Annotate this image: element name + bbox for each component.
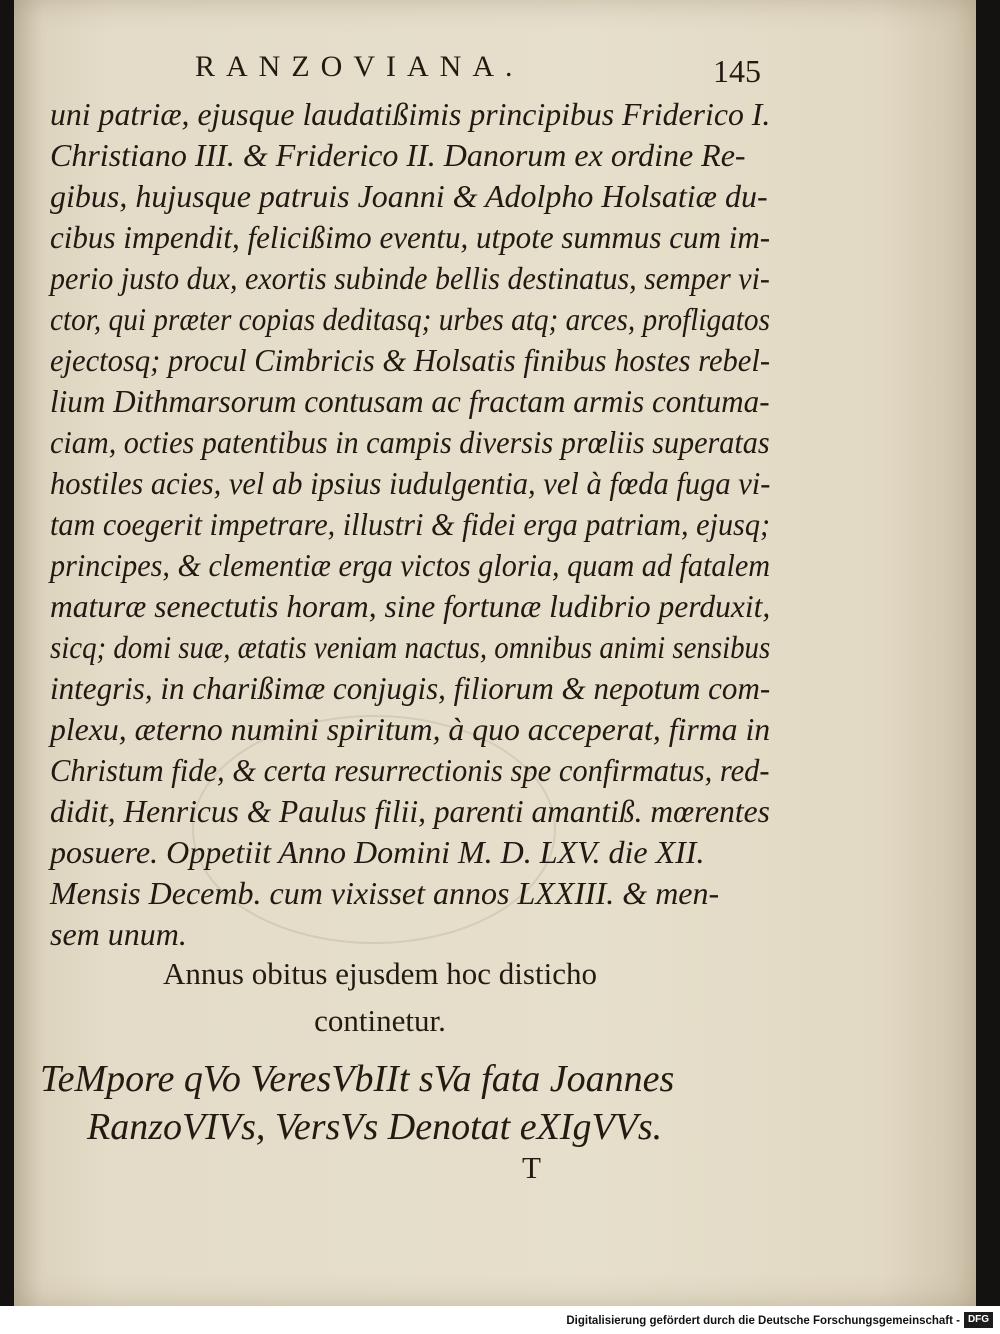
text-line: perio justo dux, exortis subinde bellis destinatus, semper vi-: [50, 260, 770, 296]
text-line: tam coegerit impetrare, illustri & fidei erga patriam, ejusq;: [50, 506, 771, 542]
body-text: [50, 94, 770, 955]
text-line: sicq; domi suæ, ætatis veniam nactus, omnibus animi sensibus: [50, 629, 771, 665]
distich-line: RanzoVIVs, VersVs Denotat eXIgVVs.: [87, 1106, 663, 1148]
dfg-logo: DFG: [964, 1312, 993, 1328]
text-line: integris, in charißimæ conjugis, filiorum & nepotum com-: [50, 670, 771, 706]
page-number: 145: [713, 53, 761, 89]
text-line: didit, Henricus & Paulus filii, parenti amantiß. mœrentes: [50, 793, 770, 829]
text-line: lium Dithmarsorum contusam ac fractam armis contuma-: [50, 383, 770, 419]
text-line: cibus impendit, felicißimo eventu, utpote summus cum im-: [50, 219, 771, 255]
subheading: [90, 950, 670, 1044]
text-line: ejectosq; procul Cimbricis & Holsatis finibus hostes rebel-: [50, 342, 771, 378]
chronogram-distich: [40, 1055, 770, 1151]
text-line: Christum fide, & certa resurrectionis spe confirmatus, red-: [50, 752, 770, 788]
distich-line: TeMpore qVo VeresVbIIt sVa fata Joannes: [40, 1058, 675, 1100]
text-line: ciam, octies patentibus in campis diversis prœliis superatas: [50, 424, 770, 460]
subheading-line: continetur.: [314, 1003, 446, 1038]
text-line: Mensis Decemb. cum vixisset annos LXXIII. & men-: [50, 875, 720, 911]
text-line: sem unum.: [50, 916, 187, 952]
text-line: gibus, hujusque patruis Joanni & Adolpho Holsatiæ du-: [50, 178, 768, 214]
text-line: principes, & clementiæ erga victos gloria, quam ad fatalem: [50, 547, 771, 583]
text-line: ctor, qui præter copias deditasq; urbes atq; arces, profligatos: [50, 301, 770, 337]
subheading-line: Annus obitus ejusdem hoc disticho: [163, 956, 597, 991]
text-line: plexu, æterno numini spiritum, à quo acceperat, firma in: [50, 711, 771, 747]
running-head: RANZOVIANA.: [195, 50, 524, 83]
text-line: maturæ senectutis horam, sine fortunæ ludibrio perduxit,: [50, 588, 771, 624]
footer-credit: Digitalisierung gefördert durch die Deutsche Forschungsgemeinschaft -: [566, 1315, 960, 1327]
text-line: uni patriæ, ejusque laudatißimis principibus Friderico I.: [50, 96, 771, 132]
text-line: hostiles acies, vel ab ipsius iudulgentia, vel à fœda fuga vi-: [50, 465, 771, 501]
signature-mark: T: [522, 1150, 541, 1185]
text-line: Christiano III. & Friderico II. Danorum ex ordine Re-: [50, 137, 746, 173]
text-line: posuere. Oppetiit Anno Domini M. D. LXV. die XII.: [50, 834, 705, 870]
